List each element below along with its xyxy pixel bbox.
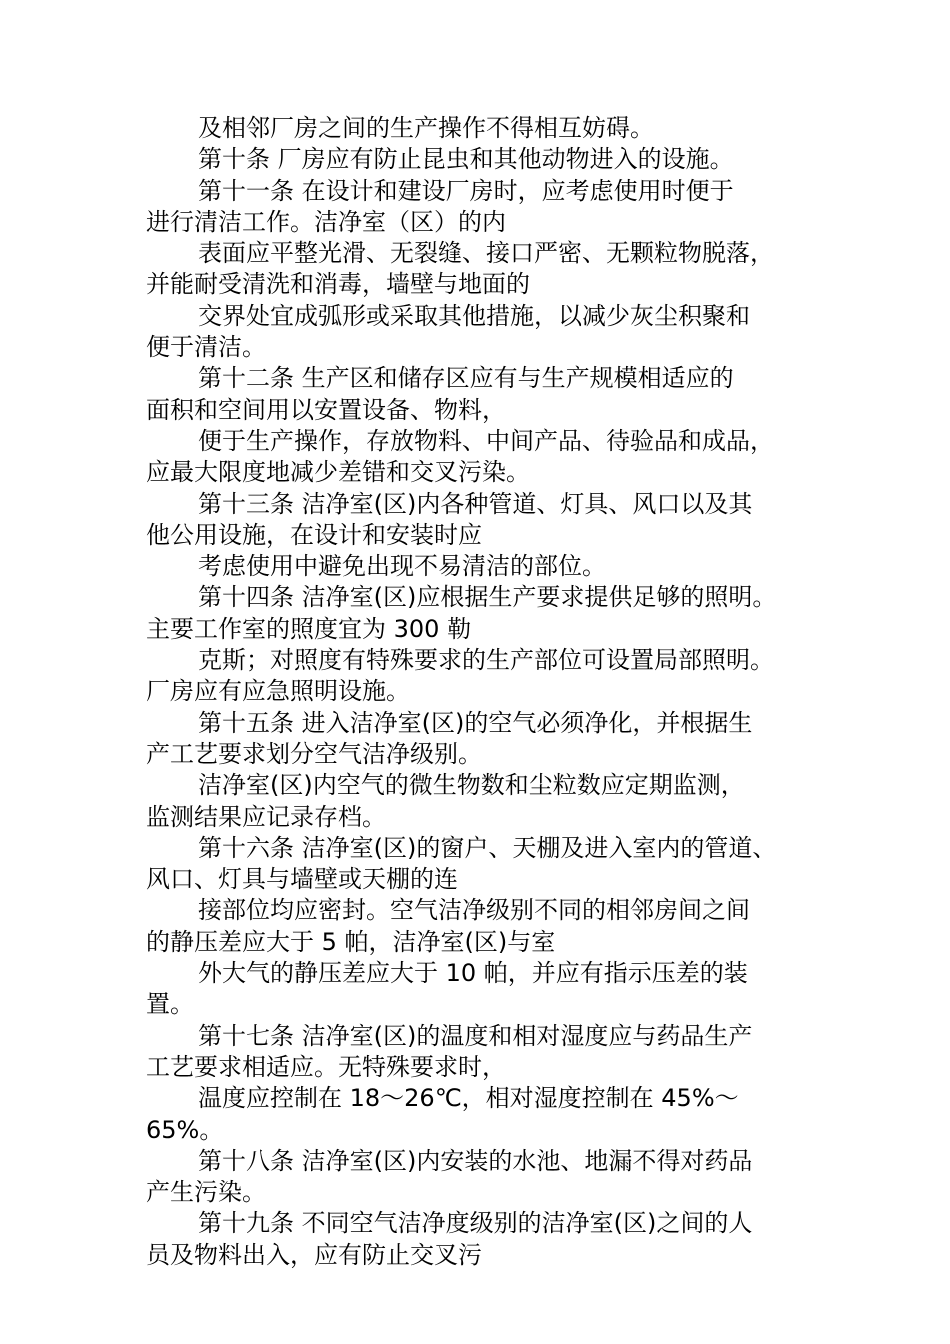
text-line: 置。	[146, 990, 194, 1019]
text-line: 并能耐受清洗和消毒，墙壁与地面的	[146, 270, 530, 299]
text-line: 应最大限度地减少差错和交叉污染。	[146, 458, 530, 487]
text-line: 克斯；对照度有特殊要求的生产部位可设置局部照明。	[198, 646, 774, 675]
text-line: 风口、灯具与墙壁或天棚的连	[146, 865, 458, 894]
text-line: 第十八条 洁净室(区)内安装的水池、地漏不得对药品	[198, 1146, 753, 1175]
text-line: 第十四条 洁净室(区)应根据生产要求提供足够的照明。	[198, 583, 777, 612]
text-line: 第十一条 在设计和建设厂房时，应考虑使用时便于	[198, 176, 734, 205]
text-line: 工艺要求相适应。无特殊要求时，	[146, 1052, 506, 1081]
text-line: 第十九条 不同空气洁净度级别的洁净室(区)之间的人	[198, 1209, 753, 1238]
text-line: 面积和空间用以安置设备、物料，	[146, 395, 506, 424]
text-line: 外大气的静压差应大于 10 帕，并应有指示压差的装	[198, 959, 748, 988]
text-line: 第十五条 进入洁净室(区)的空气必须净化，并根据生	[198, 708, 753, 737]
text-line: 主要工作室的照度宜为 300 勒	[146, 614, 472, 643]
text-line: 的静压差应大于 5 帕，洁净室(区)与室	[146, 927, 556, 956]
text-line: 产工艺要求划分空气洁净级别。	[146, 739, 482, 768]
text-line: 进行清洁工作。洁净室（区）的内	[146, 207, 506, 236]
text-line: 第十三条 洁净室(区)内各种管道、灯具、风口以及其	[198, 489, 753, 518]
text-line: 便于清洁。	[146, 333, 266, 362]
text-line: 他公用设施，在设计和安装时应	[146, 520, 482, 549]
text-line: 第十七条 洁净室(区)的温度和相对湿度应与药品生产	[198, 1021, 753, 1050]
text-line: 交界处宜成弧形或采取其他措施，以减少灰尘积聚和	[198, 301, 750, 330]
text-line: 接部位均应密封。空气洁净级别不同的相邻房间之间	[198, 896, 750, 925]
text-line: 第十二条 生产区和储存区应有与生产规模相适应的	[198, 364, 734, 393]
text-line: 第十六条 洁净室(区)的窗户、天棚及进入室内的管道、	[198, 833, 777, 862]
text-line: 考虑使用中避免出现不易清洁的部位。	[198, 552, 606, 581]
text-line: 温度应控制在 18～26℃，相对湿度控制在 45%～	[198, 1084, 739, 1113]
text-line: 便于生产操作，存放物料、中间产品、待验品和成品，	[198, 426, 774, 455]
text-line: 产生污染。	[146, 1178, 266, 1207]
text-line: 表面应平整光滑、无裂缝、接口严密、无颗粒物脱落，	[198, 239, 774, 268]
text-line: 员及物料出入，应有防止交叉污	[146, 1240, 482, 1269]
document-body	[146, 113, 826, 1271]
text-line: 洁净室(区)内空气的微生物数和尘粒数应定期监测，	[198, 771, 745, 800]
text-line: 厂房应有应急照明设施。	[146, 677, 410, 706]
text-line: 65%。	[146, 1115, 224, 1144]
text-line: 监测结果应记录存档。	[146, 802, 386, 831]
text-line: 第十条 厂房应有防止昆虫和其他动物进入的设施。	[198, 145, 734, 174]
text-line: 及相邻厂房之间的生产操作不得相互妨碍。	[198, 114, 654, 142]
